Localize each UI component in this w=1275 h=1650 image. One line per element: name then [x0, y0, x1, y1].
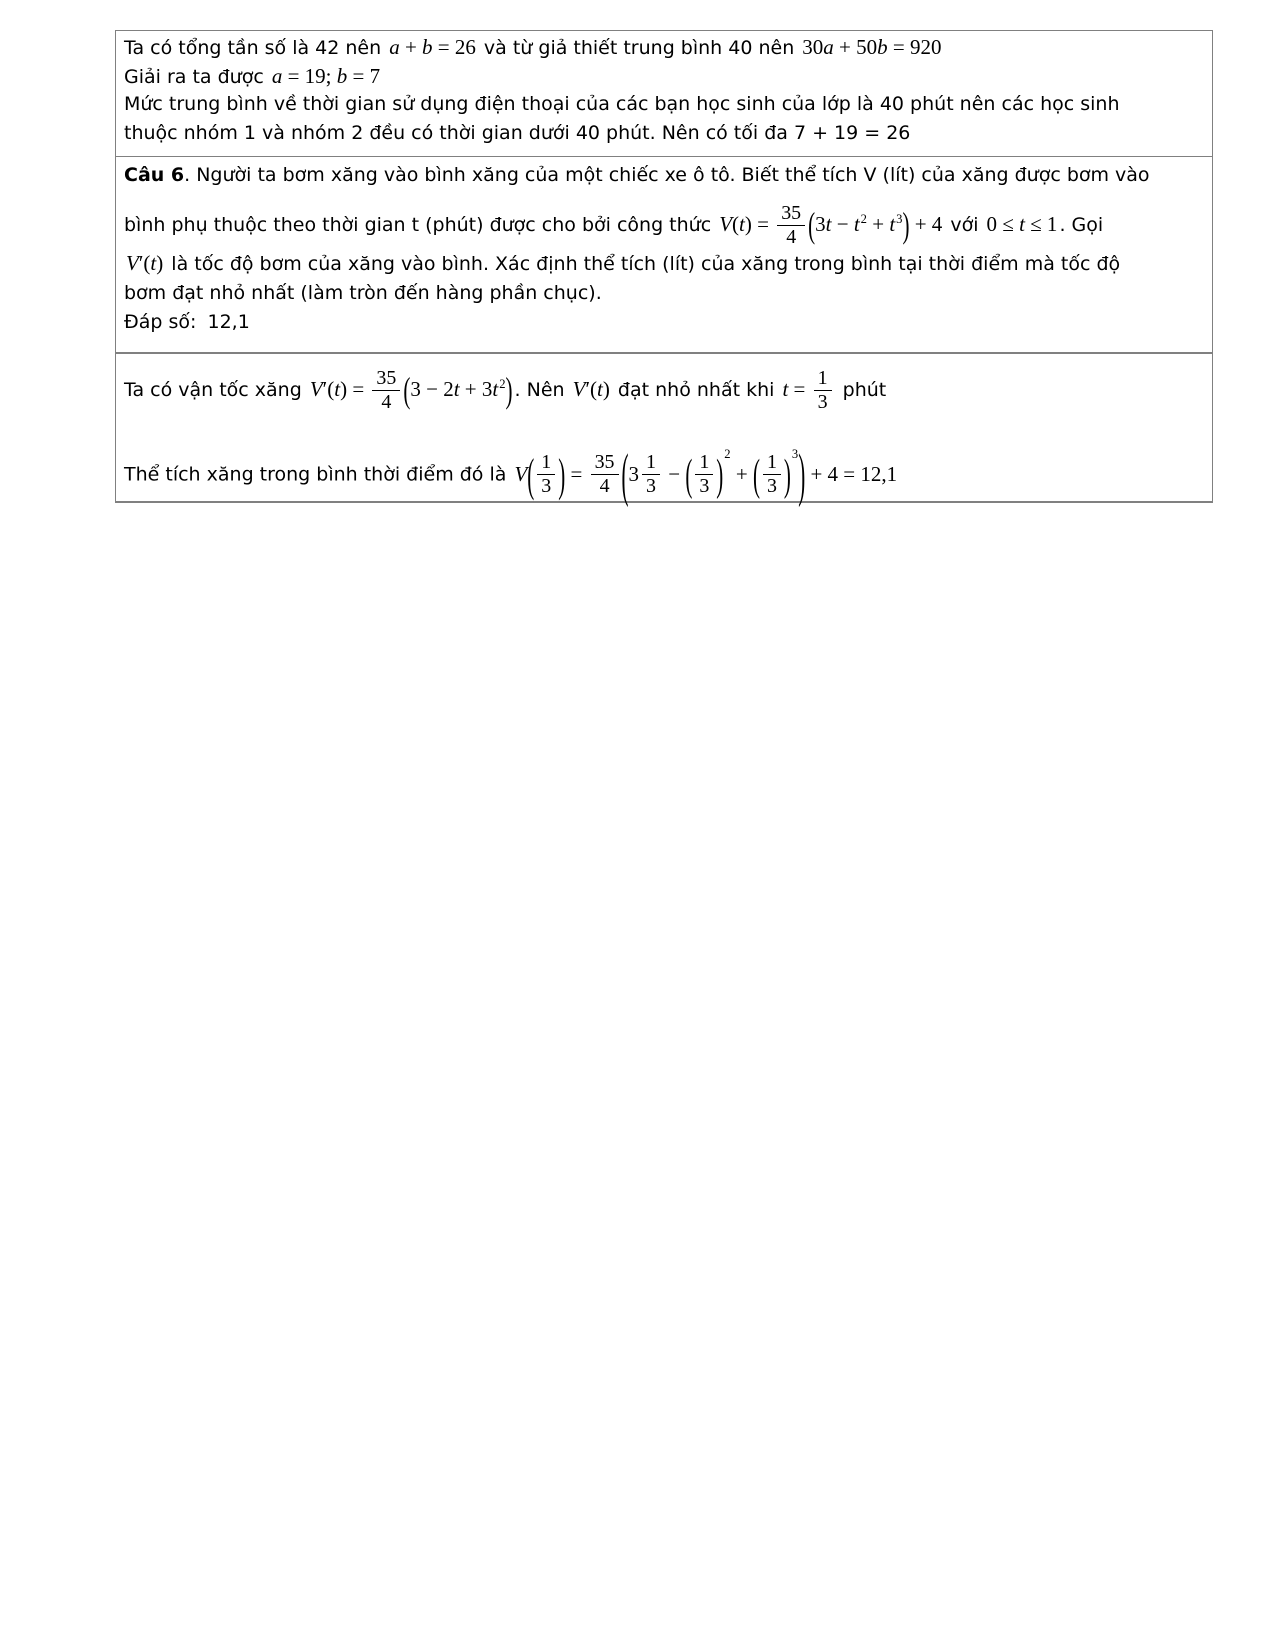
math-token: t [150, 251, 157, 275]
answer-label: Đáp số: [124, 311, 197, 333]
math-token: V [126, 251, 139, 275]
text-line [124, 413, 1204, 509]
fraction-numerator: 1 [642, 451, 660, 475]
text-line [124, 355, 1204, 413]
stretch-paren: ( [685, 449, 693, 501]
fraction-denominator: 3 [541, 475, 552, 498]
math-token: t [492, 377, 499, 402]
math-token: t [597, 377, 603, 402]
math-token: t [334, 377, 341, 402]
fraction [777, 202, 805, 249]
math-token: 3 [628, 461, 640, 486]
fraction [814, 367, 832, 414]
stretch-paren: ( [403, 369, 411, 411]
math-token: b [422, 35, 433, 59]
question-text: bơm đạt nhỏ nhất (làm tròn đến hàng phần chục). [124, 282, 602, 304]
math-token: ( [732, 212, 740, 237]
fraction [537, 451, 555, 498]
math-token: ) = [744, 212, 775, 237]
stretch-paren: ( [752, 449, 760, 501]
question-text: là tốc độ bơm của xăng vào bình. Xác định thể tích (lít) của xăng trong bình tại thời điểm mà tốc độ [165, 253, 1121, 275]
math-token: 0 ≤ [986, 212, 1020, 237]
math-expression [389, 35, 476, 59]
solution-text: và từ giả thiết trung bình 40 nên [477, 37, 801, 59]
math-token: ) [156, 251, 164, 275]
math-token: 3 [815, 212, 826, 237]
question-text: . Gọi [1059, 214, 1104, 237]
row-solution-question-6 [116, 354, 1212, 509]
answer-value: 12,1 [207, 311, 250, 333]
fraction-denominator: 3 [817, 390, 828, 413]
text-line [124, 119, 1204, 147]
stretch-paren: ( [808, 204, 816, 246]
math-domain-condition [987, 212, 1058, 236]
math-token: = 920 [887, 35, 942, 59]
solution-text: Mức trung bình về thời gian sử dụng điện thoại của các bạn học sinh của lớp là 40 phút nên các học sinh [124, 93, 1120, 115]
math-token: 3 − 2 [410, 377, 454, 402]
math-token: = 19; [282, 64, 337, 88]
solution-text: Ta có tổng tần số là 42 nên [124, 37, 388, 59]
fraction-denominator: 4 [599, 475, 610, 498]
question-text: . Người ta bơm xăng vào bình xăng của một chiếc xe ô tô. Biết thể tích V (lít) của xăng được bơm vào [184, 164, 1150, 186]
text-line [124, 191, 1204, 247]
fraction [763, 451, 781, 498]
fraction-denominator: 3 [699, 475, 710, 498]
solution-text: Ta có vận tốc xăng [124, 379, 308, 402]
superscript: 2 [724, 447, 731, 461]
math-token: + 50 [833, 35, 878, 59]
text-line [124, 279, 1204, 308]
superscript: 2 [499, 377, 506, 391]
stretch-paren: ) [558, 448, 566, 502]
math-token: t [825, 212, 832, 237]
stretch-paren: ) [716, 449, 724, 501]
math-token: ′( [138, 251, 151, 275]
question-text: với [944, 214, 985, 237]
solution-text: Thể tích xăng trong bình thời điểm đó là [124, 463, 513, 486]
answer-line [124, 308, 1204, 337]
math-token: t [453, 377, 460, 402]
fraction-denominator: 3 [646, 475, 656, 498]
math-token: = 7 [347, 64, 381, 88]
solution-text: phút [836, 379, 887, 402]
solution-text: thuộc nhóm 1 và nhóm 2 đều có thời gian dưới 40 phút. Nên có tối đa 7 + 19 = 26 [124, 122, 911, 144]
fraction [695, 451, 713, 498]
math-token: V [309, 377, 323, 402]
math-token: + 3 [459, 377, 493, 402]
math-token: ′( [585, 377, 598, 402]
text-line [124, 33, 1204, 62]
math-expression [272, 64, 380, 88]
math-v-prime [573, 377, 610, 401]
fraction-numerator: 1 [763, 451, 781, 475]
text-line [124, 90, 1204, 119]
math-token: ) = [340, 377, 370, 402]
math-token: a [271, 64, 283, 88]
math-token: = [565, 461, 588, 486]
stretch-paren: ) [902, 204, 910, 246]
fraction-numerator: 1 [814, 367, 832, 391]
math-token: = [788, 377, 811, 402]
math-token: b [336, 64, 348, 88]
solution-text: đạt nhỏ nhất khi [611, 379, 781, 402]
math-token: t [853, 212, 860, 237]
stretch-paren: ) [783, 449, 791, 501]
math-token: − [831, 212, 854, 237]
math-token: V [514, 461, 528, 486]
solution-text: Giải ra ta được [124, 66, 270, 88]
fraction-denominator: 4 [786, 225, 797, 248]
math-token: + [866, 212, 890, 237]
math-token: − [662, 461, 686, 486]
question-text: bình phụ thuộc theo thời gian t (phút) được cho bởi công thức [124, 214, 718, 237]
math-token: + 4 = 12,1 [805, 461, 898, 486]
fraction [372, 367, 400, 414]
superscript: 3 [896, 212, 903, 226]
stretch-paren: ) [505, 369, 513, 411]
math-token: ≤ 1 [1024, 212, 1058, 237]
math-token: V [719, 212, 733, 237]
math-token: 30 [802, 35, 824, 59]
fraction-numerator: 1 [695, 451, 713, 475]
fraction-numerator: 35 [777, 202, 805, 226]
math-token: t [1019, 212, 1025, 237]
row-solution-statistics [116, 31, 1212, 157]
fraction-denominator: 4 [381, 390, 392, 413]
math-formula-volume [719, 201, 943, 248]
math-token: b [877, 35, 888, 59]
fraction-numerator: 35 [591, 451, 619, 475]
math-token: a [389, 35, 400, 59]
fraction [642, 451, 660, 498]
math-expression [802, 35, 941, 59]
math-token: ) [602, 377, 610, 402]
math-token: = 26 [432, 35, 476, 59]
text-line [124, 62, 1204, 90]
stretch-paren: ) [798, 441, 806, 509]
superscript: 2 [860, 212, 867, 226]
math-token: t [739, 212, 745, 237]
fraction [591, 451, 619, 498]
math-token: ′( [322, 377, 335, 402]
superscript: 3 [791, 447, 799, 461]
text-line [124, 247, 1204, 279]
fraction-numerator: 35 [372, 367, 400, 391]
math-token: V [572, 377, 586, 402]
row-question-6 [116, 157, 1212, 354]
math-token: t [889, 212, 896, 237]
stretch-paren: ( [527, 448, 535, 502]
math-formula-result [514, 441, 898, 509]
text-line [124, 160, 1204, 191]
fraction-denominator: 3 [766, 475, 777, 498]
question-label: Câu 6 [124, 164, 185, 186]
stretch-paren: ( [621, 441, 629, 509]
math-v-prime [126, 251, 163, 275]
math-token: a [823, 35, 834, 59]
math-token: + [399, 35, 423, 59]
solution-text: . Nên [514, 379, 571, 402]
math-token: t [782, 377, 789, 402]
math-token: + 4 [909, 212, 943, 237]
math-formula-velocity [309, 366, 513, 413]
math-token: + [730, 461, 753, 486]
fraction-numerator: 1 [537, 451, 555, 475]
solution-table [115, 30, 1213, 509]
